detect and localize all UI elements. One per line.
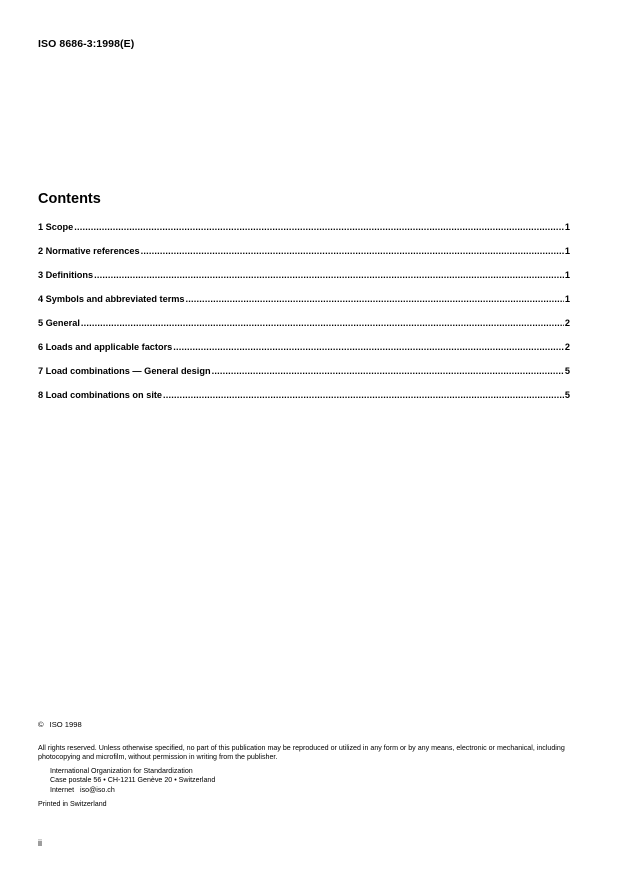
toc-dot-leader [74,222,564,232]
publisher-address [50,767,215,795]
toc-dot-leader [163,390,564,400]
internet-address[interactable]: iso@iso.ch [80,785,115,794]
organization-name: International Organization for Standardization [50,767,193,775]
toc-entry-label: 7 Load combinations — General design [38,366,211,376]
rights-statement: All rights reserved. Unless otherwise specified, no part of this publication may be reproduced or utilized in any form or by any means, electronic or mechanical, including photocopying and microfilm, without permission in writing from the publisher. [38,744,565,762]
copyright-symbol: © [38,720,44,729]
printed-in: Printed in Switzerland [38,800,107,808]
table-of-contents [38,222,570,414]
toc-entry-label: 4 Symbols and abbreviated terms [38,294,185,304]
document-id-header: ISO 8686-3:1998(E) [38,38,135,50]
internet-label: Internet [50,785,75,794]
toc-dot-leader [212,366,564,376]
toc-entry-page: 1 [564,222,570,232]
toc-entry-page: 1 [564,246,570,256]
page-number: ii [38,838,42,848]
toc-entry-page: 1 [564,294,570,304]
toc-dot-leader [81,318,564,328]
toc-dot-leader [173,342,564,352]
toc-entry-page: 2 [564,342,570,352]
toc-dot-leader [94,270,564,280]
toc-dot-leader [186,294,564,304]
toc-entry-page: 2 [564,318,570,328]
internet-line [50,786,215,795]
contents-title: Contents [38,191,101,207]
toc-entry-symbols[interactable] [38,294,570,318]
toc-entry-page: 1 [564,270,570,280]
toc-entry-label: 6 Loads and applicable factors [38,342,173,352]
toc-entry-loads-factors[interactable] [38,342,570,366]
copyright-text: ISO 1998 [49,720,82,729]
copyright-line [38,720,82,729]
postal-address: Case postale 56 • CH-1211 Genève 20 • Switzerland [50,776,216,785]
toc-entry-label: 2 Normative references [38,246,140,256]
toc-entry-normative-references[interactable] [38,246,570,270]
toc-entry-label: 5 General [38,318,80,328]
toc-entry-label: 3 Definitions [38,270,94,280]
toc-entry-load-combinations-general[interactable] [38,366,570,390]
toc-entry-scope[interactable] [38,222,570,246]
toc-entry-general[interactable] [38,318,570,342]
toc-entry-definitions[interactable] [38,270,570,294]
toc-dot-leader [141,246,564,256]
toc-entry-page: 5 [564,390,570,400]
toc-entry-label: 8 Load combinations on site [38,390,163,400]
toc-entry-page: 5 [564,366,570,376]
toc-entry-load-combinations-site[interactable] [38,390,570,414]
toc-entry-label: 1 Scope [38,222,74,232]
